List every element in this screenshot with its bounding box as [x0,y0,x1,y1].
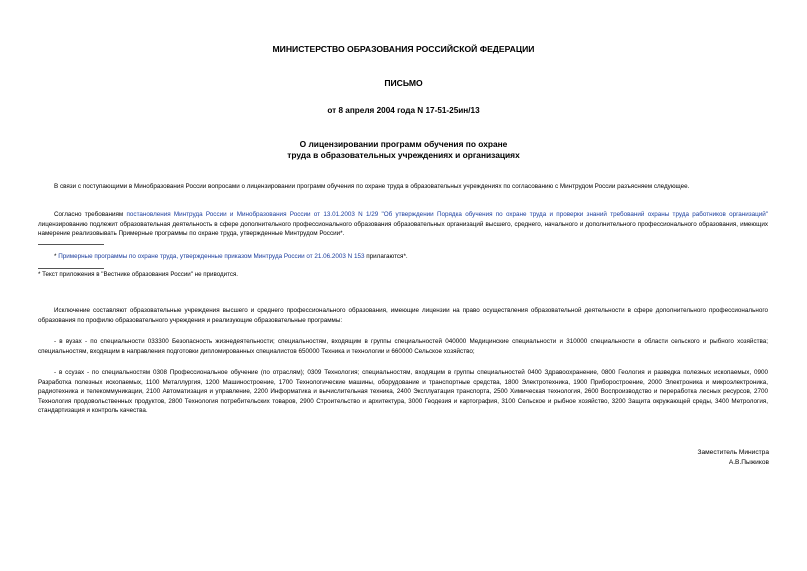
paragraph-programs-tail: прилагаются*. [364,253,408,260]
document-date-number: от 8 апреля 2004 года N 17-51-25ин/13 [327,106,480,115]
resolution-link[interactable]: постановления Минтруда России и Минобразования России от 13.01.2003 N 1/29 "Об утверждении Порядка обучения по охране труда и проверки знаний требований охраны труда работников организаций" [126,211,768,218]
footnote-divider [38,268,104,269]
programs-order-link[interactable]: Примерные программы по охране труда, утвержденные приказом Минтруда России от 21.06.2003 N 153 [58,253,365,260]
paragraph-colleges: - в ссузах - по специальностям 0308 Профессиональное обучение (по отраслям); 0309 Технология; специальностям, входящим в группы специальностей 0400 Здравоохранение, 0800 Геология и разведка полезных ископаемых, 0900 Разработка полезных ископаемых, 1100 Металлургия, 1200 Машиностроение, 1700 Технологические машины, оборудование и транспортные средства, 1800 Электротехника, 1900 Приборостроение, 2000 Электроника и микроэлектроника, радиотехника и телекоммуникации, 2100 Автоматизация и управление, 2200 Информатика и вычислительная техника, 2400 Эксплуатация транспорта, 2500 Химическая технология, 2600 Воспроизводство и переработка лесных ресурсов, 2700 Технология продовольственных продуктов, 2800 Технология потребительских товаров, 2900 Строительство и архитектура, 3000 Геодезия и картография, 3100 Сельское и рыбное хозяйство, 3200 Защита окружающей среды, 3400 Метрология, стандартизация и контроль качества. [38,369,768,415]
signature-block [697,448,769,468]
signature-position: Заместитель Министра [697,449,769,456]
paragraph-requirements-tail: лицензированию подлежит образовательная деятельность в сфере дополнительного профессионального образования образовательных организаций высшего, среднего, начального и дополнительного профессионального образования, имеющих намерение реализовывать Примерные программы по охране труда, утвержденные Минтрудом России*. [38,220,768,238]
paragraph-requirements-lead: Согласно требованиям [54,211,127,218]
paragraph-universities: - в вузах - по специальности 033300 Безопасность жизнедеятельности; специальностям, входящим в группы специальностей 040000 Медицинские специальности и 310000 специальности в области сельского и рыбного хозяйства; специальностям, входящим в направления подготовки дипломированных специалистов 650000 Техника и технологии и 660000 Сельское хозяйство; [38,338,768,355]
title-line-2: труда в образовательных учреждениях и организациях [287,150,520,160]
ministry-heading: МИНИСТЕРСТВО ОБРАЗОВАНИЯ РОССИЙСКОЙ ФЕДЕРАЦИИ [272,44,535,54]
footnote-text: * Текст приложения в "Вестнике образования России" не приводится. [38,271,239,278]
footnote-divider-top [38,244,104,245]
paragraph-exceptions: Исключение составляют образовательные учреждения высшего и среднего профессионального образования, имеющие лицензии на право осуществления образовательной деятельности в сфере дополнительного профессионального образования по профилю образовательного учреждения и реализующие образовательные программы: [38,307,768,324]
paragraph-programs-prefix: * [54,253,59,260]
paragraph-intro: В связи с поступающими в Минобразования России вопросами о лицензировании программ обучения по охране труда в образовательных учреждениях по согласованию с Минтрудом России разъясняем следующее. [54,183,690,190]
document-type: ПИСЬМО [384,78,423,88]
paragraph-requirements [38,210,768,239]
paragraph-programs [38,252,768,262]
title-line-1: О лицензировании программ обучения по охране [299,139,508,149]
signature-name: А.В.Пыжиков [728,459,769,466]
document-title [0,139,807,161]
